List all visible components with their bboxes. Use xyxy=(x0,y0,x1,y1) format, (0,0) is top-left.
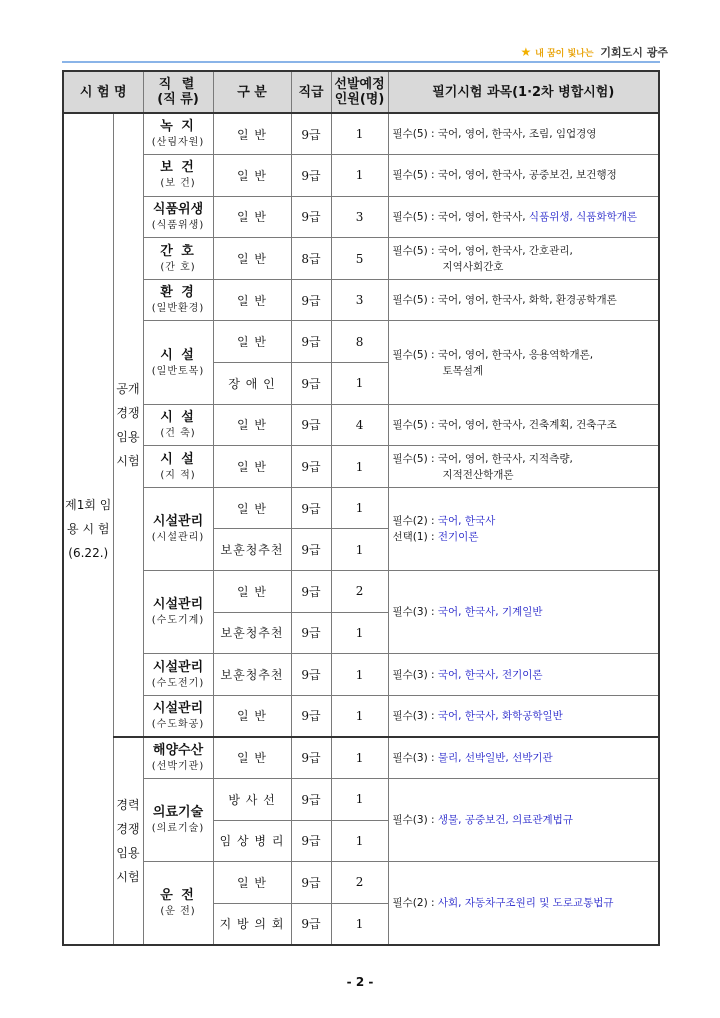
subjects-cell xyxy=(388,404,659,446)
position-name: 환 경 xyxy=(160,285,196,301)
grade-cell: 9급 xyxy=(291,612,331,654)
subjects-highlight: 물리, 선박일반, 선박기관 xyxy=(437,751,553,764)
count-cell: 1 xyxy=(331,363,388,405)
subjects-text: 필수(5) : 국어, 영어, 한국사, 공중보건, 보건행정 xyxy=(392,169,617,182)
count-cell: 1 xyxy=(331,654,388,696)
division-cell: 일 반 xyxy=(213,571,291,613)
count-cell: 1 xyxy=(331,612,388,654)
subjects-text: 필수(3) : xyxy=(392,709,438,722)
grade-cell: 9급 xyxy=(291,820,331,862)
count-cell: 1 xyxy=(331,155,388,197)
subjects-text: 필수(5) : 국어, 영어, 한국사, 응용역학개론, xyxy=(392,348,594,361)
position-name: 의료기술 xyxy=(152,805,204,821)
position-sub: (보 건) xyxy=(160,178,196,190)
table-row xyxy=(63,238,659,280)
subjects-cell xyxy=(388,571,659,654)
subjects-text: 필수(5) : 국어, 영어, 한국사, 지적측량, xyxy=(392,452,573,465)
position-name: 시설관리 xyxy=(152,513,204,529)
exam-name-cell: 제1회 임 용 시 험 (6.22.) xyxy=(63,113,113,945)
subjects-highlight: 사회, 자동차구조원리 및 도로교통법규 xyxy=(437,897,614,910)
position-name: 시설관리 xyxy=(152,597,204,613)
subjects-text: 필수(5) : 국어, 영어, 한국사, 조림, 임업경영 xyxy=(392,128,597,141)
subjects-text-line2: 토목설계 xyxy=(442,364,484,377)
grade-cell: 9급 xyxy=(291,321,331,363)
count-cell: 3 xyxy=(331,196,388,238)
division-cell: 일 반 xyxy=(213,695,291,737)
position-sub: (수도화공) xyxy=(151,718,205,730)
grade-cell: 9급 xyxy=(291,571,331,613)
position-cell xyxy=(143,279,213,321)
subjects-cell xyxy=(388,487,659,570)
position-sub: (선박기관) xyxy=(151,760,205,772)
group-open-cell: 공개 경쟁 임용 시험 xyxy=(113,113,143,737)
count-cell: 2 xyxy=(331,862,388,904)
subjects-highlight: 국어, 한국사, 기계일반 xyxy=(437,606,543,619)
table-row xyxy=(63,155,659,197)
subjects-text: 필수(3) : xyxy=(392,814,438,827)
division-cell: 일 반 xyxy=(213,238,291,280)
subjects-text: 필수(5) : 국어, 영어, 한국사, 간호관리, xyxy=(392,244,573,257)
position-sub: (시설관리) xyxy=(151,531,205,543)
page-number: - 2 - xyxy=(346,975,374,989)
position-cell xyxy=(143,737,213,779)
subjects-text: 필수(5) : 국어, 영어, 한국사, xyxy=(392,210,529,223)
position-cell xyxy=(143,446,213,488)
subjects-cell xyxy=(388,446,659,488)
subjects-text-line2: 지역사회간호 xyxy=(442,260,504,273)
division-cell: 일 반 xyxy=(213,113,291,155)
count-cell: 3 xyxy=(331,279,388,321)
division-cell: 일 반 xyxy=(213,155,291,197)
count-cell: 1 xyxy=(331,529,388,571)
grade-cell: 9급 xyxy=(291,363,331,405)
grade-cell: 9급 xyxy=(291,113,331,155)
position-cell xyxy=(143,238,213,280)
position-name: 시설관리 xyxy=(152,700,204,716)
division-cell: 일 반 xyxy=(213,487,291,529)
subjects-highlight: 국어, 한국사, 화학공학일반 xyxy=(437,709,563,722)
position-cell xyxy=(143,321,213,404)
division-cell: 일 반 xyxy=(213,404,291,446)
subjects-text: 필수(3) : xyxy=(392,668,438,681)
subjects-highlight: 생물, 공중보건, 의료관계법규 xyxy=(437,814,573,827)
logo-slogan: 내 꿈이 빛나는 xyxy=(535,49,594,59)
position-name: 시설관리 xyxy=(152,659,204,675)
subjects-highlight: 국어, 한국사 xyxy=(437,514,496,527)
position-cell xyxy=(143,779,213,862)
header-position-main: 직 렬 xyxy=(158,77,198,92)
table-row xyxy=(63,321,659,363)
position-cell xyxy=(143,862,213,945)
header-exam: 시 험 명 xyxy=(63,71,143,113)
division-cell: 일 반 xyxy=(213,446,291,488)
position-sub: (수도기계) xyxy=(151,615,205,627)
count-cell: 1 xyxy=(331,903,388,945)
header-position-sub: (직 류) xyxy=(157,92,199,107)
position-sub: (지 적) xyxy=(160,469,196,481)
subjects-cell xyxy=(388,238,659,280)
position-cell xyxy=(143,404,213,446)
subjects-text: 필수(2) : xyxy=(392,514,438,527)
position-sub: (식품위생) xyxy=(151,219,205,231)
grade-cell: 9급 xyxy=(291,487,331,529)
count-cell: 1 xyxy=(331,487,388,529)
table-row xyxy=(63,279,659,321)
position-cell xyxy=(143,155,213,197)
position-sub: (운 전) xyxy=(160,906,196,918)
grade-cell: 9급 xyxy=(291,446,331,488)
position-cell xyxy=(143,654,213,696)
grade-cell: 9급 xyxy=(291,903,331,945)
division-cell: 일 반 xyxy=(213,862,291,904)
position-cell xyxy=(143,113,213,155)
position-sub: (수도전기) xyxy=(151,677,205,689)
header-rule xyxy=(62,61,660,63)
table-row xyxy=(63,779,659,821)
table-row xyxy=(63,487,659,529)
grade-cell: 9급 xyxy=(291,404,331,446)
position-name: 간 호 xyxy=(160,243,196,259)
city-logo xyxy=(521,44,668,60)
count-cell: 2 xyxy=(331,571,388,613)
subjects-cell xyxy=(388,654,659,696)
position-cell xyxy=(143,487,213,570)
position-sub: (건 축) xyxy=(160,427,196,439)
division-cell: 보훈청추천 xyxy=(213,654,291,696)
star-icon: ★ xyxy=(520,45,532,59)
subjects-text: 필수(3) : xyxy=(392,606,438,619)
position-sub: (일반환경) xyxy=(151,303,205,315)
position-sub: (산림자원) xyxy=(151,137,205,149)
division-cell: 지 방 의 회 xyxy=(213,903,291,945)
count-cell: 8 xyxy=(331,321,388,363)
subjects-highlight: 국어, 한국사, 전기이론 xyxy=(437,668,543,681)
position-name: 운 전 xyxy=(160,888,196,904)
subjects-cell xyxy=(388,196,659,238)
subjects-cell xyxy=(388,321,659,404)
subjects-text: 필수(5) : 국어, 영어, 한국사, 건축계획, 건축구조 xyxy=(392,418,617,431)
subjects-cell xyxy=(388,155,659,197)
grade-cell: 9급 xyxy=(291,862,331,904)
count-cell: 1 xyxy=(331,113,388,155)
count-cell: 1 xyxy=(331,737,388,779)
division-cell: 일 반 xyxy=(213,279,291,321)
position-name: 시 설 xyxy=(160,451,196,467)
position-cell xyxy=(143,571,213,654)
grade-cell: 9급 xyxy=(291,279,331,321)
subjects-text-line2: 선택(1) : xyxy=(392,530,438,543)
division-cell: 일 반 xyxy=(213,196,291,238)
logo-text: 기회도시 광주 xyxy=(600,46,668,59)
table-header-row xyxy=(63,71,659,113)
subjects-text: 필수(2) : xyxy=(392,897,438,910)
count-cell: 4 xyxy=(331,404,388,446)
subjects-cell xyxy=(388,737,659,779)
grade-cell: 9급 xyxy=(291,779,331,821)
table-row xyxy=(63,654,659,696)
subjects-text: 필수(3) : xyxy=(392,751,438,764)
group-career-cell: 경력 경쟁 임용 시험 xyxy=(113,737,143,945)
count-cell: 1 xyxy=(331,695,388,737)
division-cell: 일 반 xyxy=(213,737,291,779)
header-grade: 직급 xyxy=(291,71,331,113)
division-cell: 보훈청추천 xyxy=(213,612,291,654)
grade-cell: 9급 xyxy=(291,654,331,696)
header-position xyxy=(143,71,213,113)
count-cell: 1 xyxy=(331,446,388,488)
exam-table xyxy=(62,70,660,946)
subjects-text: 필수(5) : 국어, 영어, 한국사, 화학, 환경공학개론 xyxy=(392,294,617,307)
subjects-highlight-line2: 전기이론 xyxy=(437,530,479,543)
table-row xyxy=(63,862,659,904)
position-name: 시 설 xyxy=(160,409,196,425)
subjects-cell xyxy=(388,779,659,862)
division-cell: 보훈청추천 xyxy=(213,529,291,571)
subjects-text-line2: 지적전산학개론 xyxy=(442,468,514,481)
position-cell xyxy=(143,695,213,737)
table-row xyxy=(63,196,659,238)
subjects-cell xyxy=(388,862,659,945)
table-row xyxy=(63,404,659,446)
position-sub: (일반토목) xyxy=(151,365,205,377)
position-cell xyxy=(143,196,213,238)
count-cell: 5 xyxy=(331,238,388,280)
division-cell: 임 상 병 리 xyxy=(213,820,291,862)
grade-cell: 9급 xyxy=(291,695,331,737)
position-name: 해양수산 xyxy=(152,742,204,758)
grade-cell: 9급 xyxy=(291,737,331,779)
subjects-highlight: 식품위생, 식품화학개론 xyxy=(528,210,638,223)
grade-cell: 9급 xyxy=(291,155,331,197)
count-cell: 1 xyxy=(331,820,388,862)
subjects-cell xyxy=(388,279,659,321)
grade-cell: 9급 xyxy=(291,529,331,571)
division-cell: 방 사 선 xyxy=(213,779,291,821)
subjects-cell xyxy=(388,113,659,155)
division-cell: 일 반 xyxy=(213,321,291,363)
position-sub: (간 호) xyxy=(160,261,196,273)
table-row xyxy=(63,695,659,737)
header-division: 구 분 xyxy=(213,71,291,113)
subjects-cell xyxy=(388,695,659,737)
position-name: 시 설 xyxy=(160,347,196,363)
position-name: 보 건 xyxy=(160,160,196,176)
table-row xyxy=(63,737,659,779)
table-row xyxy=(63,571,659,613)
position-name: 식품위생 xyxy=(152,201,204,217)
header-subjects: 필기시험 과목(1·2차 병합시험) xyxy=(388,71,659,113)
table-row xyxy=(63,446,659,488)
count-cell: 1 xyxy=(331,779,388,821)
position-name: 녹 지 xyxy=(160,119,196,135)
table-row xyxy=(63,113,659,155)
header-count: 선발예정 인원(명) xyxy=(331,71,388,113)
position-sub: (의료기술) xyxy=(151,823,205,835)
grade-cell: 8급 xyxy=(291,238,331,280)
grade-cell: 9급 xyxy=(291,196,331,238)
division-cell: 장 애 인 xyxy=(213,363,291,405)
